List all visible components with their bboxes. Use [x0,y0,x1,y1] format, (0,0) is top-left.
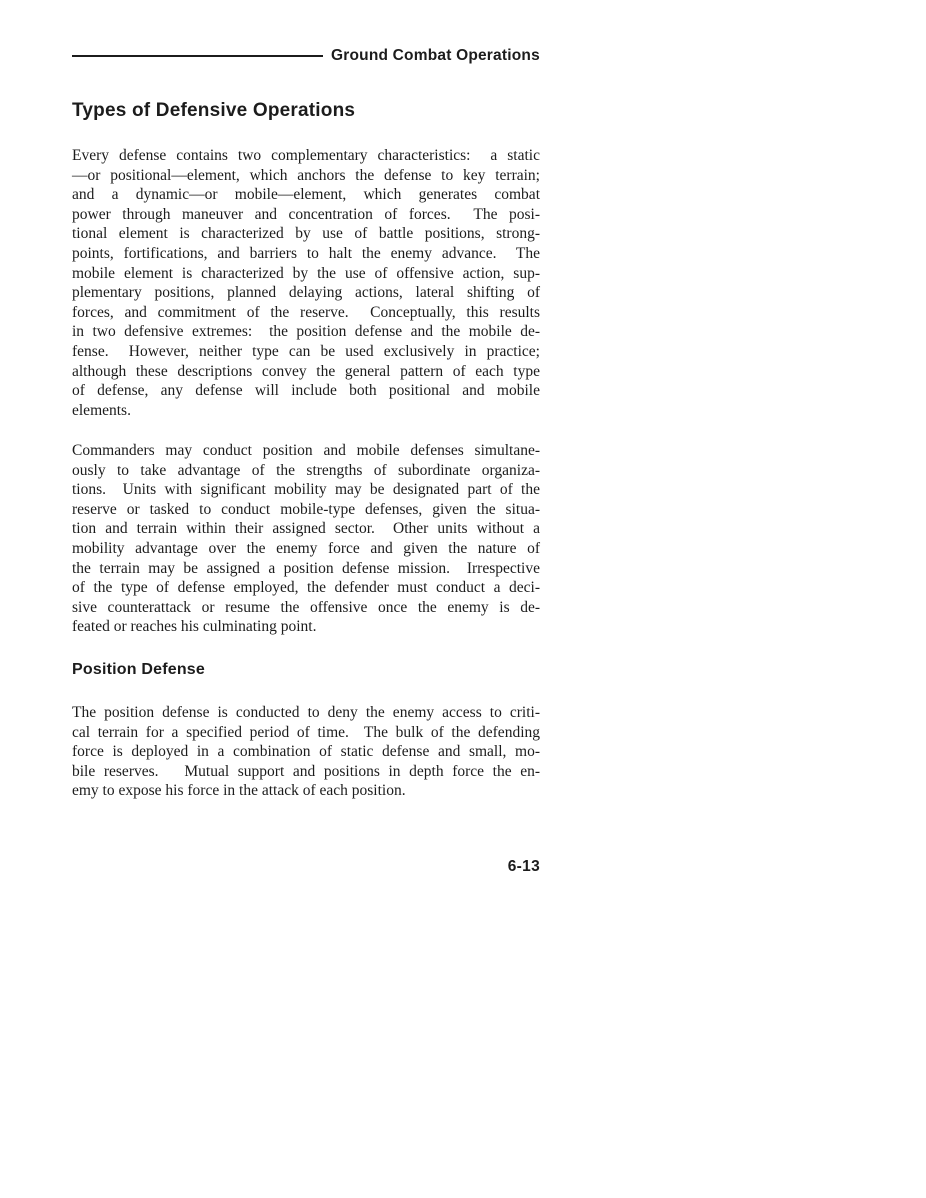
page-number: 6-13 [507,858,540,875]
running-header-title: Ground Combat Operations [331,47,540,64]
text-line: the terrain may be assigned a position defense mission. Irrespective [72,559,540,577]
text-line: forces, and commitment of the reserve. Conceptually, this results [72,303,540,321]
text-line: elements. [72,401,131,419]
text-line: reserve or tasked to conduct mobile-type defenses, given the situa- [72,500,540,518]
subsection-title: Position Defense [72,661,206,678]
running-header [72,44,544,68]
text-line: Commanders may conduct position and mobile defenses simultane- [72,442,540,459]
text-line: tion and terrain within their assigned sector. Other units without a [72,520,540,538]
text-line: The position defense is conducted to deny the enemy access to criti- [72,704,540,721]
text-line: tions. Units with significant mobility may be designated part of the [72,481,540,499]
text-line: sive counterattack or resume the offensive once the enemy is de- [72,598,540,616]
paragraph-position-defense [72,703,540,801]
text-line: —or positional—element, which anchors the defense to key terrain; [72,166,540,184]
section-title: Types of Defensive Operations [72,100,356,121]
paragraph-commanders-conduct [72,441,540,637]
text-line: bile reserves. Mutual support and positions in depth force the en- [72,762,540,780]
text-line: emy to expose his force in the attack of each position. [72,782,406,800]
text-line: points, fortifications, and barriers to halt the enemy advance. The [72,244,540,262]
text-line: ously to take advantage of the strengths of subordinate organiza- [72,461,540,479]
text-line: force is deployed in a combination of static defense and small, mo- [72,743,540,761]
paragraph-defense-characteristics [72,146,540,420]
text-line: feated or reaches his culminating point. [72,618,317,636]
text-line: cal terrain for a specified period of time. The bulk of the defending [72,723,540,741]
text-line: mobile element is characterized by the use of offensive action, sup- [72,264,540,282]
text-line: in two defensive extremes: the position defense and the mobile de- [72,323,540,341]
text-line: plementary positions, planned delaying actions, lateral shifting of [72,284,540,302]
text-line: fense. However, neither type can be used exclusively in practice; [72,342,540,360]
text-line: and a dynamic—or mobile—element, which generates combat [72,186,540,204]
text-line: of the type of defense employed, the defender must conduct a deci- [72,579,540,597]
text-line: power through maneuver and concentration of forces. The posi- [72,205,540,223]
text-line: of defense, any defense will include both positional and mobile [72,382,540,400]
text-line: mobility advantage over the enemy force and given the nature of [72,539,540,557]
header-rule [72,55,323,57]
text-line: although these descriptions convey the general pattern of each type [72,362,540,380]
text-line: Every defense contains two complementary characteristics: a static [72,147,540,164]
text-line: tional element is characterized by use of battle positions, strong- [72,225,540,243]
